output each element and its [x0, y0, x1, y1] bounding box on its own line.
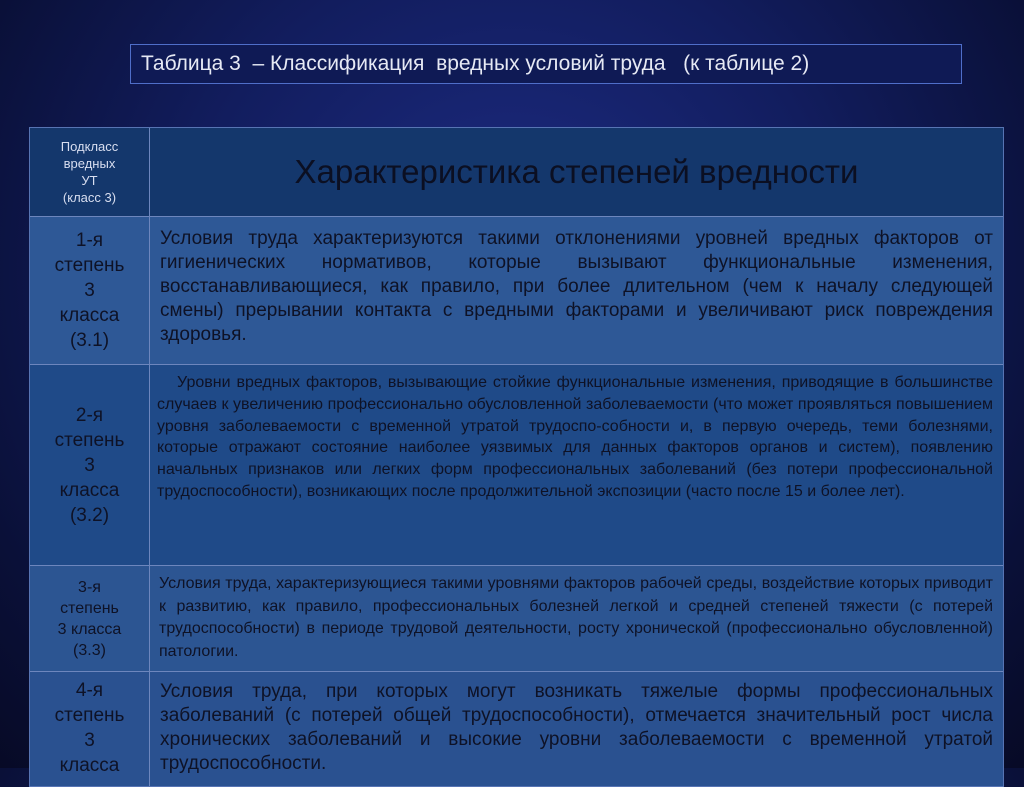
classification-table [29, 127, 1004, 787]
description-cell: Условия труда характеризуются такими отклонениями уровней вредных факторов от гигиенических нормативов, которые вызывают функциональные изменения, восстанавливающиеся, как правило, при более длительном (чем к началу следующей смены) прерывании контакта с вредными факторами и увеличивают риск повреждения здоровья. [160, 228, 993, 345]
table-row [30, 217, 1003, 365]
description-cell: Уровни вредных факторов, вызывающие стойкие функциональные изменения, приводящие в большинстве случаев к увеличению профессионально обусловленной заболеваемости (что может проявляться повышением уровня заболеваемости с временной утратой трудоспо-собности и, в первую очередь, теми болезнями, которые отражают состояние наиболее уязвимых для данных факторов органов и систем), появлению начальных признаков или легких форм профессиональных заболеваний (без потери профессиональной трудоспособности), возникающих после продолжительной экспозиции (часто после 15 и более лет). [157, 374, 993, 500]
table-row [30, 566, 1003, 672]
description-cell: Условия труда, характеризующиеся такими уровнями факторов рабочей среды, воздействие которых приводит к развитию, как правило, профессиональных болезней легкой и средней степеней тяжести (с потерей трудоспособности) в периоде трудовой деятельности, росту хронической (профессионально обусловленной) патологии. [159, 575, 993, 660]
header-subclass-cell: Подкласс вредных УТ (класс 3) [30, 128, 150, 216]
header-characteristic-cell: Характеристика степеней вредности [294, 153, 859, 190]
subclass-cell: 2-я степень 3 класса (3.2) [30, 365, 150, 565]
table-row [30, 365, 1003, 566]
subclass-cell: 4-я степень 3 класса [30, 672, 150, 786]
table-header-row [30, 128, 1003, 217]
slide-title: Таблица 3 – Классификация вредных условий труда (к таблице 2) [130, 44, 962, 84]
subclass-cell: 1-я степень 3 класса (3.1) [30, 217, 150, 364]
table-row [30, 672, 1003, 786]
description-cell: Условия труда, при которых могут возникать тяжелые формы профессиональных заболеваний (с потерей общей трудоспособности), отмечается значительный рост числа хронических заболеваний и высокие уровни заболеваемости с временной утратой трудоспособности. [160, 681, 993, 774]
subclass-cell: 3-я степень 3 класса (3.3) [30, 566, 150, 671]
